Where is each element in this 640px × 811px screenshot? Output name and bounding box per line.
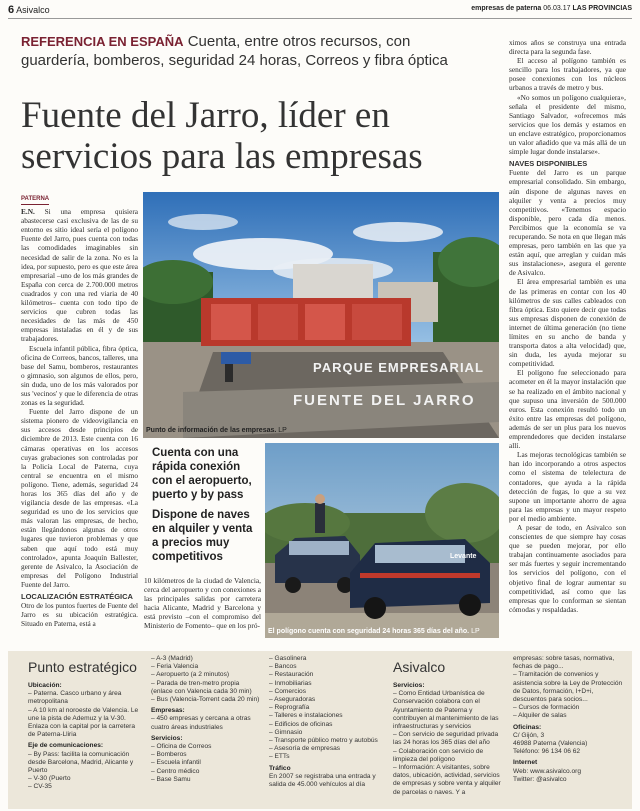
info-box (8, 651, 632, 809)
box-item: – Escuela infantil (151, 759, 201, 767)
subheading: NAVES DISPONIBLES (509, 159, 588, 169)
box-item: – A 10 km al noroeste de Valencia. Le une la pista de Ademuz y la V-30. Enlaza con la capital por la carretera de Paterna-Lliria (28, 706, 139, 739)
box-item: – Centro médico (151, 767, 200, 775)
box-item: – Edificios de oficinas (269, 720, 333, 728)
box-item: C/ Gijón, 3 (513, 731, 545, 739)
box-item: – Asesoría de empresas (269, 745, 341, 753)
paragraph: A pesar de todo, en Asivalco son conscientes de que siempre hay cosas que se pueden mejorar, por ello trabajan continuamente asociados para ser más fuertes y seguir incrementando los servicios del polígono, con el objetivo final de lograr aumentar su competitividad, así como que las empresas que lo conforman se sientan cómodas y respaldadas. (509, 522, 626, 614)
paragraph: 10 kilómetros de la ciudad de Valencia, cerca del aeropuerto y con conexiones a las principales salidas por carretera hacia Alicante, Madrid y Barcelona y está previsto –con el compromiso del Ministerio de Fomento– que en los pró- (144, 576, 261, 631)
photo-security-cars-image (265, 443, 499, 638)
photo-security-cars (265, 443, 499, 638)
box-item: En 2007 se registraba una entrada y salida de 45.000 vehículos al día (269, 772, 376, 789)
box-item: – Reprografía (269, 704, 310, 712)
box-heading: Empresas: (151, 707, 185, 715)
box-item: – Cursos de formación (513, 704, 580, 712)
box-item: empresas: sobre tasas, normativa, fechas de pago... (513, 655, 615, 671)
box-item: – Comercios (269, 687, 307, 695)
location-tag: PATERNA (21, 195, 49, 205)
paragraph: Escuela infantil pública, fibra óptica, oficina de Correos, bancos, talleres, una base del Samu, bomberos, restaurantes o gimnasio, son algunos de ellos, pero, sin duda, uno de los más valorados por sus 'vecinos' y que le diferencia de otras zonas es la seguridad. (21, 343, 138, 408)
sign-text-line1: PARQUE EMPRESARIAL (313, 360, 484, 375)
box-item: – Parada de tren-metro propia (enlace con Valencia cada 30 min) (151, 679, 252, 695)
box-heading: Eje de comunicaciones: (28, 742, 104, 750)
paragraph: El acceso al polígono también es sencillo para los trabajadores, ya que posee conexiones con los núcleos urbanos a través de metro y bus. (509, 56, 626, 93)
box-title: Punto estratégico (28, 659, 137, 675)
publication-name: empresas de paterna (471, 5, 542, 12)
box-item: – Aeropuerto (a 2 minutos) (151, 671, 230, 679)
box-item: – Aseguradoras (269, 696, 316, 704)
box-heading: Servicios: (393, 682, 425, 689)
box-item: – Información: A visitantes, sobre datos, ubicación, actividad, servicios de empresas y sobre venta y alquiler de parcelas o naves. Y a (393, 764, 501, 796)
box-item: – Base Samu (151, 775, 191, 783)
box-column (513, 655, 623, 784)
box-item: – By Pass: facilita la comunicación desde Barcelona, Madrid, Alicante y Puerto (28, 750, 134, 775)
box-item: Web: www.asivalco.org (513, 767, 582, 775)
box-item: – Feria Valencia (151, 663, 199, 671)
paragraph: Si una empresa quisiera abastecerse casi exclusiva de las de su entorno es sitio ideal sería el polígono Fuente del Jarro, pues cuenta con todas las comodidades imaginables sin necesidad de salir de la zona. No es la idea, por supuesto, pero es que este área empresarial –uno de los más grandes de España con cerca de 2.700.000 metros cuadrados y con una red viaria de 40 kilómetros– cuenta con todo tipo de servicios que cubren todas las necesidades de las más de 450 empresas instaladas en él y de sus trabajadores. (21, 207, 138, 344)
box-item: – CV-35 (28, 783, 52, 791)
page-number: 6 (8, 4, 15, 16)
box-heading: Tráfico (269, 764, 291, 772)
box-item: – Inmobiliarias (269, 679, 312, 687)
box-item: – A-3 (Madrid) (151, 655, 193, 662)
publication-date: 06.03.17 (543, 5, 571, 12)
byline: E.N. (21, 207, 35, 217)
box-item: – Bancos (269, 663, 297, 671)
paragraph: Fuente del Jarro dispone de un sistema pionero de videovigilancia en sus accesos desde principios de diciembre de 2013. Este cuenta con 16 cámaras operativas en los accesos cuyas grabaciones son controladas por la Policía Local de Paterna, cuya central se encuentra en el mismo polígono. Tiene, además, seguridad 24 horas los 365 días del año y de vigilancia desde de las empresas. «La seguridad es uno de los servicios que más valoran las empresas, de hecho, están llegándonos algunas de otros lugares que tuvieron problemas y que saben que aquí todo está muy controlado», apunta Joaquín Ballester, gerente de Asivalco, la Asociación de empresas del Polígono Industrial Fuente del Jarro. (21, 407, 138, 589)
box-item: – Oficina de Correos (151, 743, 212, 751)
box-item: – Alquiler de salas (513, 712, 567, 720)
box-item: – 450 empresas y cercana a otras cuatro áreas industriales (151, 715, 251, 731)
paragraph: Fuente del Jarro es un parque empresarial consolidado. Sin embargo, aún dispone de algunas naves en alquiler y venta a precios muy competitivos. «Tenemos espacio disponible, pero cada día menos. Percibimos que la economía se va recuperando. Se nota en que llegan más empresas, pero también en las que ya están aquí, que arreglan y cuidan más sus instalaciones», asegura el gerente de Asivalco. (509, 168, 626, 278)
box-item: – Como Entidad Urbanística de Conservación colabora con el Ayuntamiento de Paterna y contribuyen al mantenimiento de las infraestructuras y servicios (393, 690, 499, 731)
publication-info (471, 5, 632, 12)
box-item: – Con servicio de seguridad privada las 24 horas los 365 días del año (393, 731, 499, 747)
box-item: – V-30 (Puerto (28, 775, 71, 783)
sign-text-line2: FUENTE DEL JARRO (293, 392, 476, 409)
subheading: LOCALIZACIÓN ESTRATÉGICA (21, 592, 133, 602)
paragraph: «No somos un polígono cualquiera», señala el presidente del mismo, Santiago Salvador, «ofrecemos más servicios que los demás y estamos en un enclave estratégico, proporcionamos un valor añadido que va más allá de un simple lugar donde instalarse». (509, 92, 626, 157)
photo-caption (146, 427, 287, 434)
photo-caption (268, 628, 480, 635)
paragraph: El polígono fue seleccionado para acometer en él la mayor instalación que se ha realizado en el ámbito nacional y que supuso una inversión de 500.000 euros. Esta conexión resultó todo un éxito entre las empresas del polígono, además de ser un plus para los nuevos emprendedores que deciden instalarse allí. (509, 368, 626, 451)
box-heading: Servicios: (151, 734, 183, 742)
box-item: – Talleres e instalaciones (269, 712, 343, 720)
page-header-bar (8, 4, 632, 19)
photo-info-point (143, 192, 499, 438)
paragraph: ximos años se construya una entrada directa para la segunda fase. (509, 38, 626, 57)
box-item: – Gasolinera (269, 655, 307, 662)
kicker-label: REFERENCIA EN ESPAÑA (21, 34, 184, 49)
box-heading: Internet (513, 759, 538, 767)
pull-quote: Dispone de naves en alquiler y venta a precios muy competitivos (152, 509, 253, 563)
paragraph: El área empresarial también es una de las primeras en contar con los 40 kilómetros de sus calles cableados con fibra óptica. Esto quiere decir que todas sus empresas disponen de conexión de internet de última generación (no tiene límites en su ancho de banda y transporta datos a alta velocidad) que, sin duda, les ayuda mejorar su competitividad. (509, 277, 626, 369)
article-column-1 (21, 193, 138, 628)
kicker-text: Cuenta, entre otros recursos, con guardería, bomberos, seguridad 24 horas, Correos y fibra óptica (21, 33, 448, 69)
headline: Fuente del Jarro, líder en servicios para las empresas (21, 95, 423, 177)
article-column-3 (509, 38, 626, 614)
box-item: Teléfono: 96 134 06 62 (513, 748, 581, 756)
article-column-2 (144, 576, 261, 631)
box-item: – Tramitación de convenios y asistencia sobre la Ley de Protección de Datos, formación, I+D+i, descuentos para socios... (513, 671, 623, 704)
caption-text: Punto de información de las empresas. (146, 427, 277, 434)
kicker (21, 32, 477, 70)
box-item: Twitter: @asivalco (513, 775, 567, 783)
box-title: Asivalco (393, 659, 446, 675)
pull-quote: Cuenta con una rápida conexión con el aeropuerto, puerto y by pass (152, 447, 252, 501)
car-label: Levante (450, 553, 477, 560)
paragraph: Otro de los puntos fuertes de Fuente del Jarro es su ubicación estratégica. Situado en Paterna, está a (21, 601, 138, 629)
box-item: 46988 Paterna (Valencia) (513, 740, 588, 748)
box-item: – Paterna. Casco urbano y área metropolitana (28, 690, 122, 706)
box-column (28, 679, 144, 792)
box-item: – Colaboración con servicio de limpieza del polígono (393, 747, 484, 763)
photo-credit: LP (278, 427, 287, 434)
brand-name: LAS PROVINCIAS (572, 5, 632, 12)
box-item: – ETTs (269, 753, 290, 761)
box-column (393, 679, 506, 797)
box-item: – Transporte público metro y autobús (269, 737, 378, 745)
box-heading: Ubicación: (28, 682, 62, 689)
box-item: – Bus (Valencia-Torrent cada 20 min) (151, 696, 260, 704)
caption-text: El polígono cuenta con seguridad 24 horas 365 días del año. (268, 628, 470, 635)
paragraph: Las mejoras tecnológicas también se han ido incorporando a otros aspectos como el sistema de telelectura de contadores, que ayuda a la rápida detección de fugas, lo que a su vez supone un importante ahorro de agua para las empresas y un mayor respeto por el medio ambiente. (509, 450, 626, 523)
box-item: – Gimnasio (269, 728, 303, 736)
box-item: – Restauración (269, 671, 314, 679)
box-item: – Bomberos (151, 751, 187, 759)
section-name: Asivalco (16, 5, 50, 15)
box-column (151, 655, 261, 784)
box-column (269, 655, 381, 789)
box-heading: Oficinas: (513, 723, 542, 731)
photo-credit: LP (471, 628, 480, 635)
